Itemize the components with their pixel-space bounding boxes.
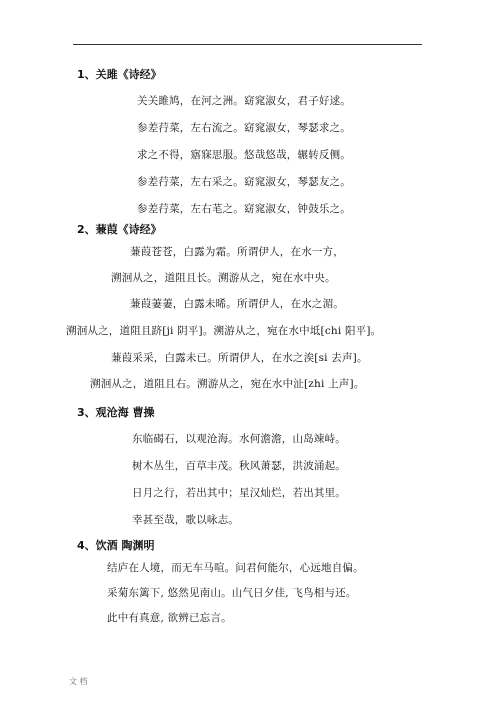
poem-1-line-4: 参差荇菜，左右采之。窈窕淑女，琴瑟友之。 [137, 176, 351, 188]
poem-2-line-4: 溯洄从之，道阻且跻[ji 阴平]。溯游从之，宛在水中坻[chi 阳平]。 [66, 325, 382, 337]
header-rule [73, 44, 422, 45]
poem-3-line-3: 日月之行，若出其中；星汉灿烂，若出其里。 [132, 487, 346, 499]
poem-4-heading: 4、饮酒 陶渊明 [77, 539, 155, 552]
poem-1-line-3: 求之不得，寤寐思服。悠哉悠哉，辗转反侧。 [137, 149, 351, 161]
poem-4-line-2: 采菊东篱下, 悠然见南山。山气日夕佳, 飞鸟相与还。 [107, 587, 357, 599]
poem-3-line-1: 东临碣石，以观沧海。水何澹澹，山岛竦峙。 [132, 433, 346, 445]
poem-2-line-3: 蒹葭萋萋，白露未晞。所谓伊人，在水之湄。 [130, 298, 344, 310]
page-footer: 文 档 [69, 677, 88, 686]
poem-4-line-1: 结庐在人境，而无车马喧。问君何能尔，心远地自偏。 [107, 562, 364, 574]
poem-1-line-1: 关关雎鸠，在河之洲。窈窕淑女，君子好逑。 [137, 95, 351, 107]
poem-2-line-5: 蒹葭采采，白露未已。所谓伊人，在水之涘[si 去声]。 [111, 352, 368, 364]
poem-2-line-1: 蒹葭苍苍，白露为霜。所谓伊人，在水一方， [130, 246, 344, 258]
poem-2-heading: 2、蒹葭《诗经》 [77, 223, 162, 236]
poem-3-line-4: 幸甚至哉，歌以咏志。 [132, 514, 239, 526]
poem-1-heading: 1、关雎《诗经》 [77, 68, 162, 81]
poem-1-line-2: 参差荇菜，左右流之。窈窕淑女，琴瑟求之。 [137, 122, 351, 134]
poem-4-line-3: 此中有真意, 欲辨已忘言。 [107, 612, 232, 624]
poem-3-line-2: 树木丛生，百草丰茂。秋风萧瑟，洪波涌起。 [132, 460, 346, 472]
poem-1-line-5: 参差荇菜，左右芼之。窈窕淑女，钟鼓乐之。 [137, 203, 351, 215]
poem-2-line-2: 溯洄从之，道阻且长。溯游从之，宛在水中央。 [111, 272, 336, 284]
poem-3-heading: 3、观沧海 曹操 [77, 406, 155, 419]
poem-2-line-6: 溯洄从之，道阻且右。溯游从之，宛在水中沚[zhi 上声]。 [90, 378, 365, 390]
